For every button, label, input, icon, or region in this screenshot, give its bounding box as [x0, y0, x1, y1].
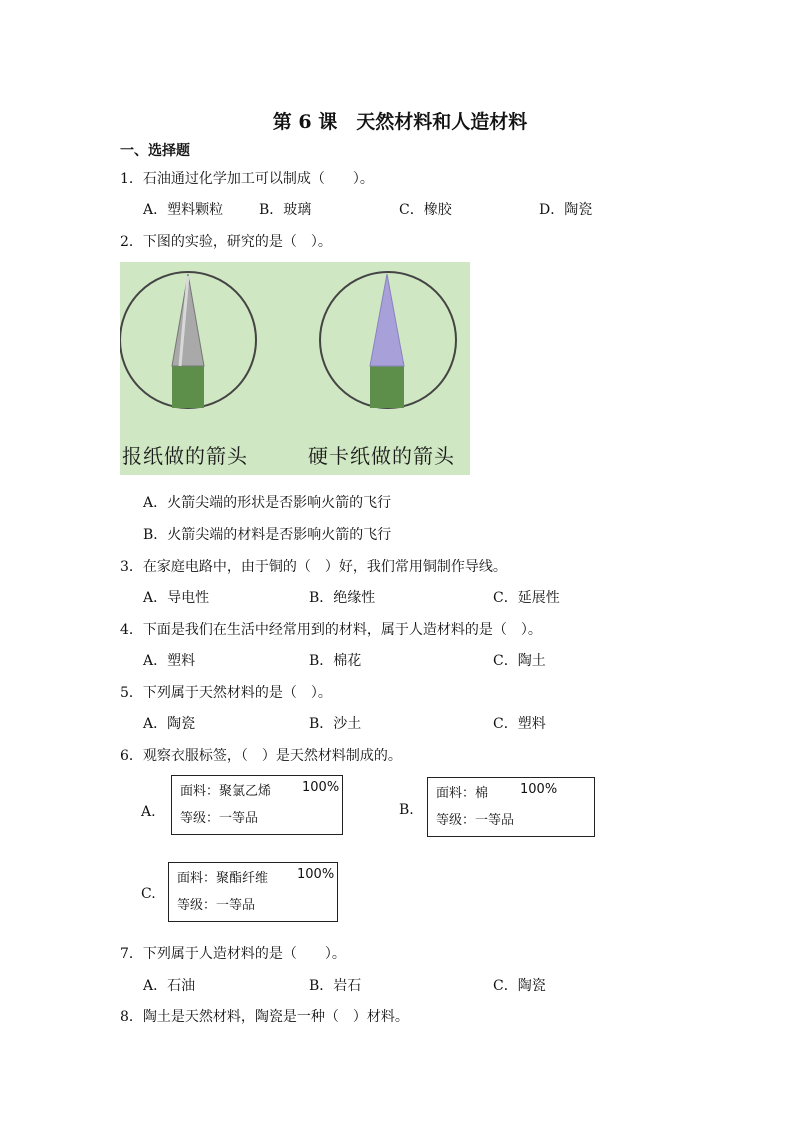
label-b-fabric: 面料：棉 [436, 786, 489, 801]
q6-option-b-letter: B. [399, 802, 414, 818]
section-heading: 一、选择题 [120, 143, 190, 159]
q3-option-a: A．导电性 [143, 590, 210, 606]
q5-option-b: B．沙土 [309, 716, 362, 732]
q7-option-b: B．岩石 [309, 978, 362, 994]
label-c-fabric: 面料：聚酯纤维 [177, 871, 269, 886]
label-a-fabric: 面料：聚氯乙烯 [180, 784, 272, 799]
question-8: 8．陶土是天然材料，陶瓷是一种（ ）材料。 [120, 1009, 409, 1025]
q5-option-c: C．塑料 [493, 716, 546, 732]
question-3: 3．在家庭电路中，由于铜的（ ）好，我们常用铜制作导线。 [120, 559, 507, 575]
q1-option-b: B．玻璃 [259, 202, 312, 218]
q3-option-b: B．绝缘性 [309, 590, 376, 606]
q2-option-b: B．火箭尖端的材料是否影响火箭的飞行 [143, 527, 392, 543]
label-c-grade: 等级：一等品 [177, 898, 256, 913]
label-c-percent: 100% [297, 867, 335, 882]
q4-option-c: C．陶土 [493, 653, 546, 669]
page-title: 第 6 课 天然材料和人造材料 [272, 111, 528, 133]
question-5: 5．下列属于天然材料的是（ ）。 [120, 685, 332, 701]
q5-option-a: A．陶瓷 [143, 716, 196, 732]
q4-option-a: A．塑料 [143, 653, 196, 669]
q6-option-c-letter: C. [141, 886, 156, 902]
q1-option-c: C．橡胶 [399, 202, 452, 218]
label-b-grade: 等级：一等品 [436, 813, 515, 828]
caption-card-arrow: 硬卡纸做的箭头 [308, 444, 455, 468]
q6-option-a-letter: A. [141, 804, 156, 820]
q1-option-d: D．陶瓷 [539, 202, 593, 218]
question-4: 4．下面是我们在生活中经常用到的材料，属于人造材料的是（ ）。 [120, 622, 542, 638]
q7-option-c: C．陶瓷 [493, 978, 546, 994]
question-6: 6．观察衣服标签，（ ）是天然材料制成的。 [120, 748, 402, 764]
clothing-label-b [427, 777, 595, 837]
clothing-label-c [168, 862, 338, 922]
q3-option-c: C．延展性 [493, 590, 560, 606]
rocket-tip-photo [120, 262, 470, 475]
label-a-grade: 等级：一等品 [180, 811, 259, 826]
question-7: 7．下列属于人造材料的是（ ）。 [120, 946, 346, 962]
label-a-percent: 100% [302, 780, 340, 795]
q2-option-a: A．火箭尖端的形状是否影响火箭的飞行 [143, 495, 392, 511]
right-tube [370, 362, 404, 408]
card-cone [370, 274, 404, 366]
q7-option-a: A．石油 [143, 978, 196, 994]
q4-option-b: B．棉花 [309, 653, 362, 669]
caption-paper-arrow: 报纸做的箭头 [122, 444, 248, 468]
q1-option-a: A．塑料颗粒 [143, 202, 224, 218]
label-b-percent: 100% [520, 782, 558, 797]
question-2: 2．下图的实验，研究的是（ ）。 [120, 234, 332, 250]
clothing-label-a [171, 775, 343, 835]
question-1: 1．石油通过化学加工可以制成（ ）。 [120, 171, 374, 187]
left-tube [172, 362, 204, 408]
